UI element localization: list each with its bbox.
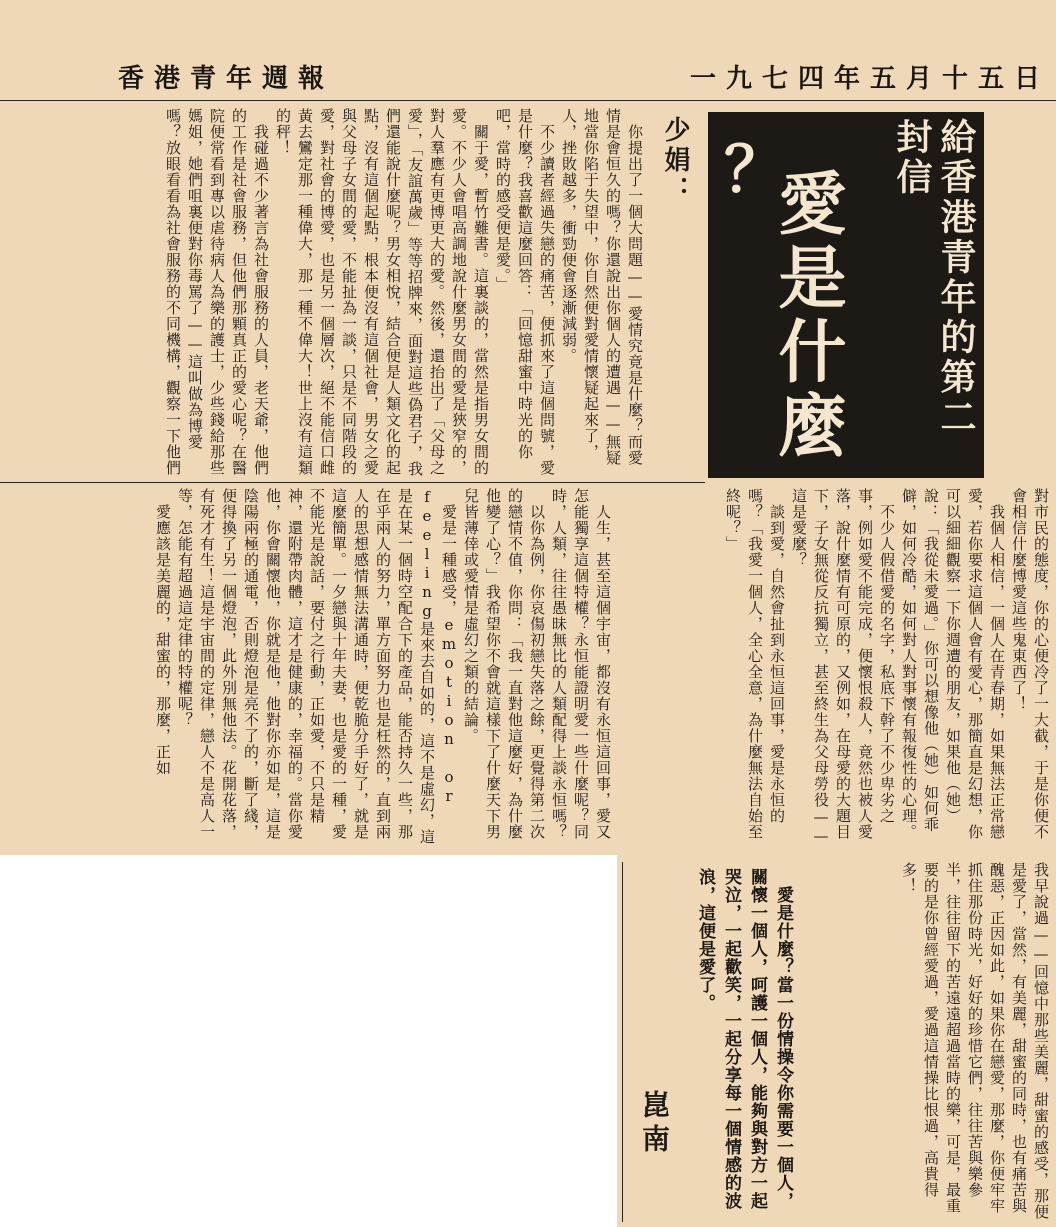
article-title: 愛是什麼 bbox=[767, 168, 847, 464]
masthead-rule bbox=[0, 100, 1056, 101]
body-lower-middle: 人生，甚至這個宇宙，都沒有永恒這回事，愛又怎能獨享這個特權？永恒能證明愛一些什麼呢？同時，人類，往往愚昧無比的人類配得上談永恒嗎？ 以你為例，你哀傷初戀失落之餘，更覺得第二次的戀情不值，你問：「我一直對他這麼好，為什麼他變了心？」我希望你不會就這樣下了什麼天下男兒皆薄倖或愛情是虛幻之類的結論。 愛是一種感受，emotion or feeling是來去自如的，這不是虛幻，這是在某一個時空配合下的產品，能否持久一些，那在乎兩人的努力，單方面努力也是枉然的，直到兩人的思想感情無法溝通時，便乾脆分手好了，就是這麼簡單。一夕戀與十年夫妻，也是愛的一種，愛不能光是說話，要付之行動，正如愛，不只是精神，還附帶肉體，這才是健康的，幸福的。當你愛他，你會關懷他，你就是他，他對你亦如是，這是陰陽兩極的通電，否則燈泡是亮不了的，斷了綫，便得換了另一個燈泡，此外別無他法。花開花落，有死才有生！這是宇宙間的定律，戀人不是高人一等，怎能有超過這定律的特權呢？ 愛應該是美麗的，甜蜜的，那麼，正如 bbox=[154, 488, 612, 845]
issue-date: 一九七四年五月十五日 bbox=[690, 64, 1051, 94]
article-subtitle: 給香港青年的第二封信 bbox=[891, 118, 977, 438]
section-divider bbox=[0, 482, 705, 483]
publication-name: 香港青年週報 bbox=[118, 64, 335, 94]
greeting: 少娟： bbox=[660, 116, 690, 206]
column-rule bbox=[622, 862, 623, 1222]
body-lower-right: 對市民的態度，你的心便冷了一大截，于是你便不會相信什麼博愛這些鬼東西了！ 我個人相信，一個人在青春期，如果無法正常戀愛，若你要求這個人會有愛心，那簡直是幻想，你可以細細觀察一下你週遭的朋友，如果他（她）說：「我從未愛過。」你可以想像他（她）如何乖僻，如何冷酷，如何對人對事懷有報復性的心理。 不少人假借愛的名字，私底下幹了不少卑劣之事，例如愛不能完成，便懷恨殺人，竟然也被人愛落，說什麼情有可原的，又例如，在母愛的大題目下，子女無從反抗獨立，甚至終生為父母勞役——這是愛麼？ 談到愛，自然會扯到永恒這回事，愛是永恒的嗎？「我愛一個人，全心全意，為什麼無法自始至終呢？」 bbox=[724, 488, 1050, 846]
author-signature: 崑南 bbox=[638, 1090, 671, 1158]
body-upper-left: 你提出了一個大問題——愛情究竟是什麼？而愛情是會恒久的嗎？你還說出你個人的遭遇——無疑地當你陷于失望中，你自然便對愛情懷疑起來了，人，挫敗越多，衝勁便會逐漸減弱。 不少讀者經過失戀的痛苦，便抓來了這個問號，愛是什麼？我喜歡這麼回答：「回憶甜蜜中時光的你吧，當時的感受便是愛。」 關于愛，暫竹難書。這裏談的，當然是指男女間的愛。不少人會唱高調地說什麼男女間的愛是狹窄的，對人羣應有更博更大的愛。然後，還抬出了「父母之愛」，「友誼萬歲」等等招牌來，面對這些偽君子，我們還能說什麼呢？男女相悅，結合便是人類文化的起點，沒有這個起點，根本便沒有這個社會，男女之愛與父母子女間的愛，不能扯為一談，只是不同階段的愛，對社會的博愛，也是另一個層次，絕不能信口雌黃去鸞定那一種偉大，那一種不偉大！世上沒有這類的秤！ 我碰過不少著言為社會服務的人員，老天爺，他們的工作是社會服務，但他們那顆真正的愛心呢？在醫院便常看到專以虐待病人為樂的護士，少些錢給那些媽姐，她們咀裏便對你毒罵了——這叫做為博愛嗎？放眼看看為社會服務的不同機構，觀察一下他們 bbox=[164, 108, 644, 477]
body-bottom-right: 我早說過——回憶中那些美麗，甜蜜的感受，那便是愛了，當然，有美麗，甜蜜的同時，也有痛苦與醜惡，正因如此，如果你在戀愛，那麼，你便牢牢抓住那份時光，好好的珍惜它們，往往苦與樂參半，往往留下的苦遠遠超過當時的樂，可是，最重要的是你曾經愛過，愛過這情操比恨過，高貴得多！ bbox=[900, 862, 1050, 1220]
closing-paragraph: 愛是什麼？當一份情操令你需要一個人，關懷一個人，呵護一個人，能夠與對方一起哭泣，一起歡笑，一起分享每一個情感的波浪，這便是愛了。 bbox=[695, 868, 793, 1210]
question-mark: ？ bbox=[724, 133, 787, 206]
